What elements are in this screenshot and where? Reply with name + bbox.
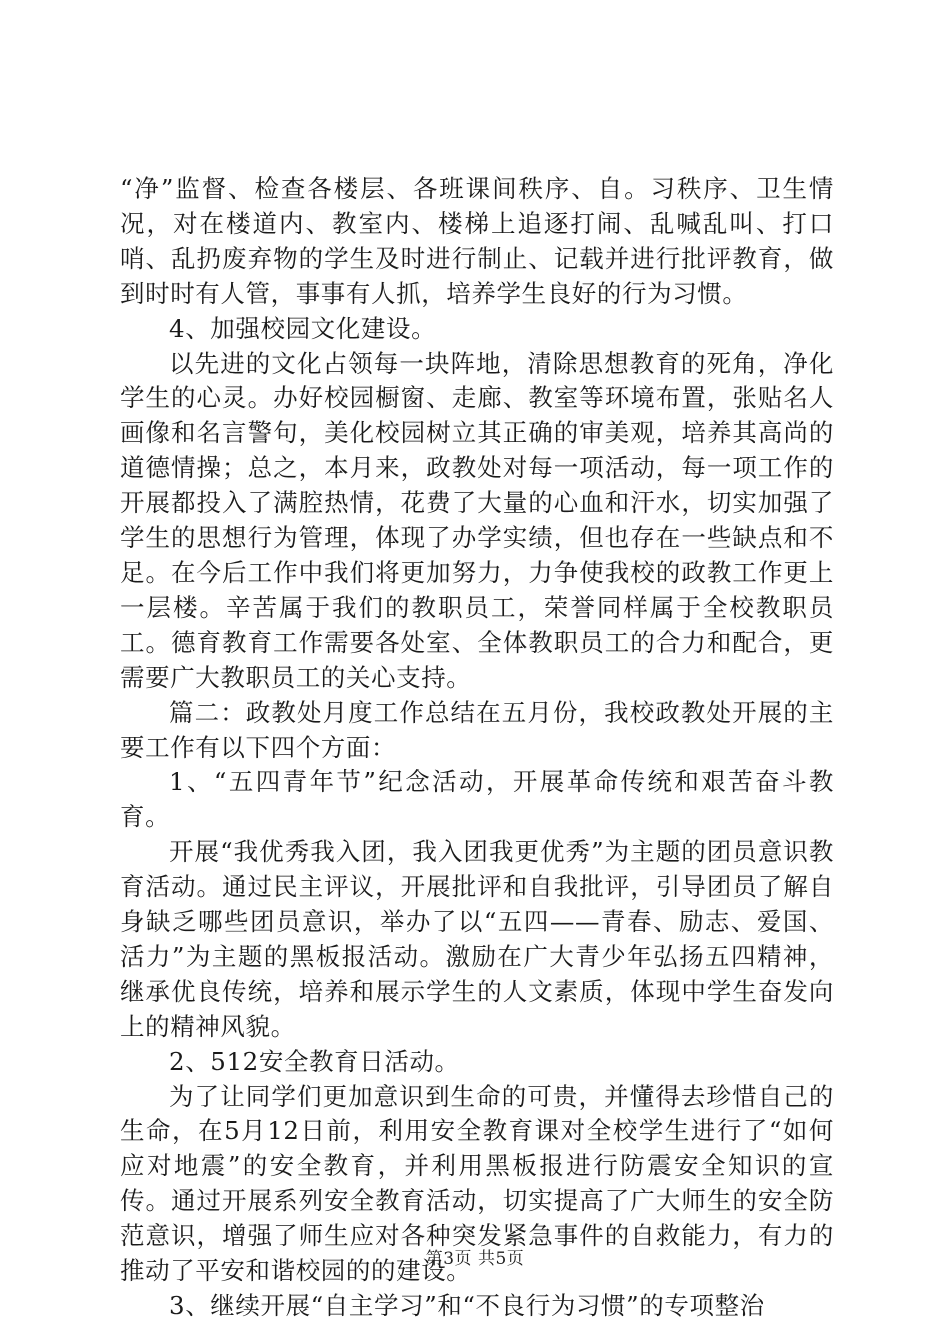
section-heading-campus-culture: 4、加强校园文化建设。 [169,313,437,343]
paragraph-safety-day: 为了让同学们更加意识到生命的可贵，并懂得去珍惜自己的生命，在5月12日前，利用安全教育课对全校学生进行了“如何应对地震”的安全教育，并利用黑板报进行防震安全知识的宣传。通过开展系列安全教育活动，切实提高了广大师生的安全防范意识，增强了师生应对各种突发紧急事件的自救能力，有力的推动了平安和谐校园的的建设。 [120,1081,834,1286]
page-number-footer: 第3页 共5页 [425,1249,525,1269]
paragraph-may-fourth: 开展“我优秀我入团，我入团我更优秀”为主题的团员意识教育活动。通过民主评议，开展批评和自我批评，引导团员了解自身缺乏哪些团员意识，举办了以“五四——青春、励志、爱国、活力”为主题的黑板报活动。激励在广大青少年弘扬五四精神，继承优良传统，培养和展示学生的人文素质，体现中学生奋发向上的精神风貌。 [120,837,834,1041]
paragraph-campus-culture: 以先进的文化占领每一块阵地，清除思想教育的死角，净化学生的心灵。办好校园橱窗、走廊、教室等环境布置，张贴名人画像和名言警句，美化校园树立其正确的审美观，培养其高尚的道德情操；总之，本月来，政教处对每一项活动，每一项工作的开展都投入了满腔热情，花费了大量的心血和汗水，切实加强了学生的思想行为管理，体现了办学实绩，但也存在一些缺点和不足。在今后工作中我们将更加努力，力争使我校的政教工作更上一层楼。辛苦属于我们的教职员工，荣誉同样属于全校教职员工。德育教育工作需要各处室、全体教职员工的合力和配合，更需要广大教职员工的关心支持。 [120,348,834,692]
paragraph-part-two-intro: 篇二：政教处月度工作总结在五月份，我校政教处开展的主要工作有以下四个方面： [120,697,834,762]
section-heading-may-fourth: 1、“五四青年节”纪念活动，开展革命传统和艰苦奋斗教育。 [120,767,834,832]
paragraph-continued-supervision: “净”监督、检查各楼层、各班课间秩序、自。习秩序、卫生情况，对在楼道内、教室内、楼梯上追逐打闹、乱喊乱叫、打口哨、乱扔废弃物的学生及时进行制止、记载并进行批评教育，做到时时有人管，事事有人抓，培养学生良好的行为习惯。 [120,174,834,308]
section-heading-safety-day: 2、512安全教育日活动。 [169,1046,460,1076]
document-body [120,172,834,1324]
section-heading-self-study: 3、继续开展“自主学习”和“不良行为习惯”的专项整治 [169,1291,765,1320]
